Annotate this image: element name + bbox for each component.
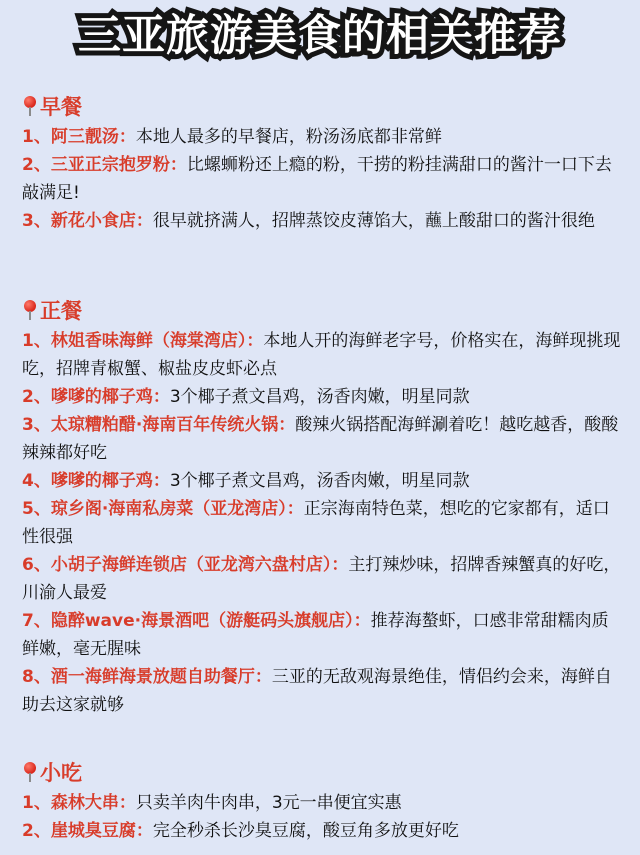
item-desc: 只卖羊肉牛肉串，3元一串便宜实惠 [135, 793, 402, 813]
list-item [22, 817, 622, 845]
item-name: 3、新花小食店： [22, 211, 153, 231]
list-item [22, 467, 622, 495]
list-item [22, 495, 622, 551]
pin-icon [22, 95, 38, 117]
item-desc: 主打辣炒味，招牌香辣蟹真的好吃，川渝人最爱 [22, 555, 621, 603]
list-item [22, 607, 622, 663]
item-name: 2、三亚正宗抱罗粉： [22, 155, 187, 175]
list-item [22, 789, 622, 817]
item-desc: 3个椰子煮文昌鸡，汤香肉嫩，明星同款 [169, 471, 470, 491]
list-item [22, 383, 622, 411]
item-name: 6、小胡子海鲜连锁店（亚龙湾六盘村店）： [22, 555, 349, 575]
list-item [22, 551, 622, 607]
list-item [22, 207, 622, 235]
item-name: 7、隐醉wave·海景酒吧（游艇码头旗舰店）： [22, 611, 371, 631]
item-desc: 完全秒杀长沙臭豆腐，酸豆角多放更好吃 [152, 821, 459, 841]
section-snacks [22, 758, 622, 845]
section-heading-text: 正餐 [40, 299, 82, 323]
item-name: 2、崖城臭豆腐： [22, 821, 153, 841]
item-desc: 推荐海螯虾，口感非常甜糯肉质鲜嫩，毫无腥味 [22, 611, 609, 659]
pin-icon [22, 761, 38, 783]
item-desc: 正宗海南特色菜，想吃的它家都有，适口性很强 [22, 499, 610, 547]
section-heading-text: 早餐 [40, 95, 82, 119]
list-item [22, 327, 622, 383]
list-item [22, 123, 622, 151]
item-desc: 3个椰子煮文昌鸡，汤香肉嫩，明星同款 [169, 387, 470, 407]
item-desc: 三亚的无敌观海景绝佳，情侣约会来，海鲜自助去这家就够 [22, 667, 612, 715]
section-breakfast [22, 92, 622, 235]
section-heading [22, 296, 622, 326]
section-heading [22, 758, 622, 788]
item-desc: 很早就挤满人，招牌蒸饺皮薄馅大，蘸上酸甜口的酱汁很绝 [152, 211, 595, 231]
section-heading-text: 小吃 [40, 761, 82, 785]
item-desc: 比螺蛳粉还上瘾的粉，干捞的粉挂满甜口的酱汁一口下去敲满足! [22, 155, 612, 203]
list-item [22, 151, 622, 207]
item-name: 8、酒一海鲜海景放题自助餐厅： [22, 667, 272, 687]
item-name: 2、嗲嗲的椰子鸡： [22, 387, 170, 407]
item-name: 4、嗲嗲的椰子鸡： [22, 471, 170, 491]
list-item [22, 663, 622, 719]
list-item [22, 411, 622, 467]
page-title: 三亚旅游美食的相关推荐 [78, 11, 562, 61]
pin-icon [22, 299, 38, 321]
item-name: 1、林姐香味海鲜（海棠湾店）： [22, 331, 264, 351]
item-desc: 本地人最多的早餐店，粉汤汤底都非常鲜 [135, 127, 442, 147]
section-main-meals [22, 296, 622, 719]
item-desc: 本地人开的海鲜老字号，价格实在，海鲜现挑现吃，招牌青椒蟹、椒盐皮皮虾必点 [22, 331, 621, 379]
section-heading [22, 92, 622, 122]
item-name: 3、太琼糟粕醋·海南百年传统火锅： [22, 415, 296, 435]
item-desc: 酸辣火锅搭配海鲜涮着吃！越吃越香，酸酸辣辣都好吃 [22, 415, 619, 463]
item-name: 1、森林大串： [22, 793, 136, 813]
item-name: 5、琼乡阁·海南私房菜（亚龙湾店）： [22, 499, 304, 519]
item-name: 1、阿三靓汤： [22, 127, 136, 147]
